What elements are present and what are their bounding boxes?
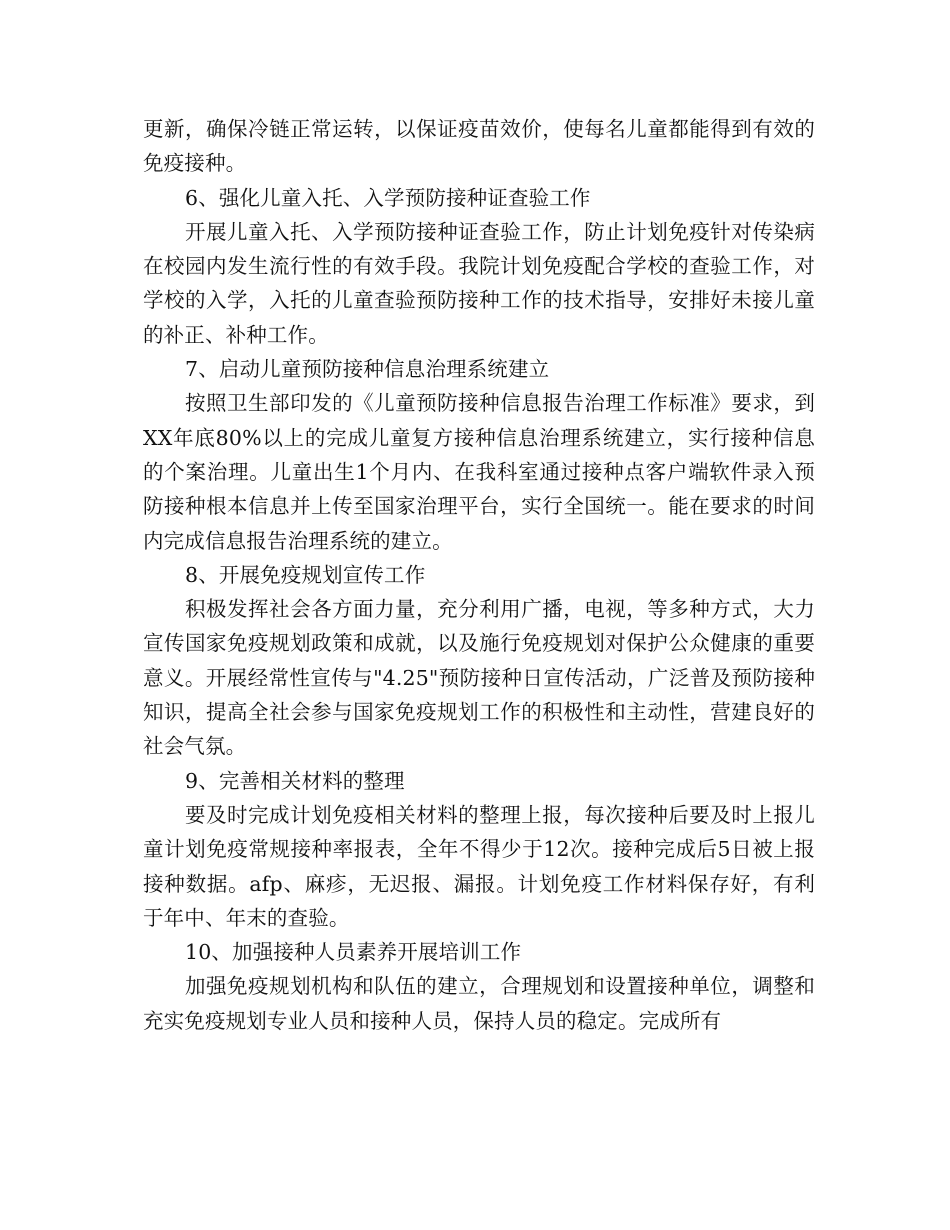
section-heading-7: 7、启动儿童预防接种信息治理系统建立 — [185, 357, 550, 382]
paragraph-10: 加强免疫规划机构和队伍的建立，合理规划和设置接种单位，调整和充实免疫规划专业人员和接种人员，保持人员的稳定。完成所有 — [143, 974, 815, 1033]
section-heading-10: 10、加强接种人员素养开展培训工作 — [185, 940, 522, 965]
paragraph-6: 开展儿童入托、入学预防接种证查验工作，防止计划免疫针对传染病在校园内发生流行性的有效手段。我院计划免疫配合学校的查验工作，对学校的入学，入托的儿童查验预防接种工作的技术指导，安排好未接儿童的补正、补种工作。 — [143, 219, 815, 347]
section-heading-8: 8、开展免疫规划宣传工作 — [185, 562, 426, 587]
paragraph-8: 积极发挥社会各方面力量，充分利用广播，电视，等多种方式，大力宣传国家免疫规划政策和成就，以及施行免疫规划对保护公众健康的重要意义。开展经常性宣传与"4.25"预防接种日宣传活动，广泛普及预防接种知识，提高全社会参与国家免疫规划工作的积极性和主动性，营建良好的社会气氛。 — [143, 597, 815, 759]
paragraph-9: 要及时完成计划免疫相关材料的整理上报，每次接种后要及时上报儿童计划免疫常规接种率报表，全年不得少于12次。接种完成后5日被上报接种数据。afp、麻疹，无迟报、漏报。计划免疫工作材料保存好，有利于年中、年末的查验。 — [143, 802, 815, 930]
section-heading-6: 6、强化儿童入托、入学预防接种证查验工作 — [185, 185, 591, 210]
paragraph-7: 按照卫生部印发的《儿童预防接种信息报告治理工作标准》要求，到XX年底80%以上的完成儿童复方接种信息治理系统建立，实行接种信息的个案治理。儿童出生1个月内、在我科室通过接种点客户端软件录入预防接种根本信息并上传至国家治理平台，实行全国统一。能在要求的时间内完成信息报告治理系统的建立。 — [143, 391, 815, 553]
document-body — [143, 112, 815, 1038]
section-heading-9: 9、完善相关材料的整理 — [185, 768, 405, 793]
paragraph-continuation: 更新，确保冷链正常运转，以保证疫苗效价，使每名儿童都能得到有效的免疫接种。 — [143, 117, 815, 176]
